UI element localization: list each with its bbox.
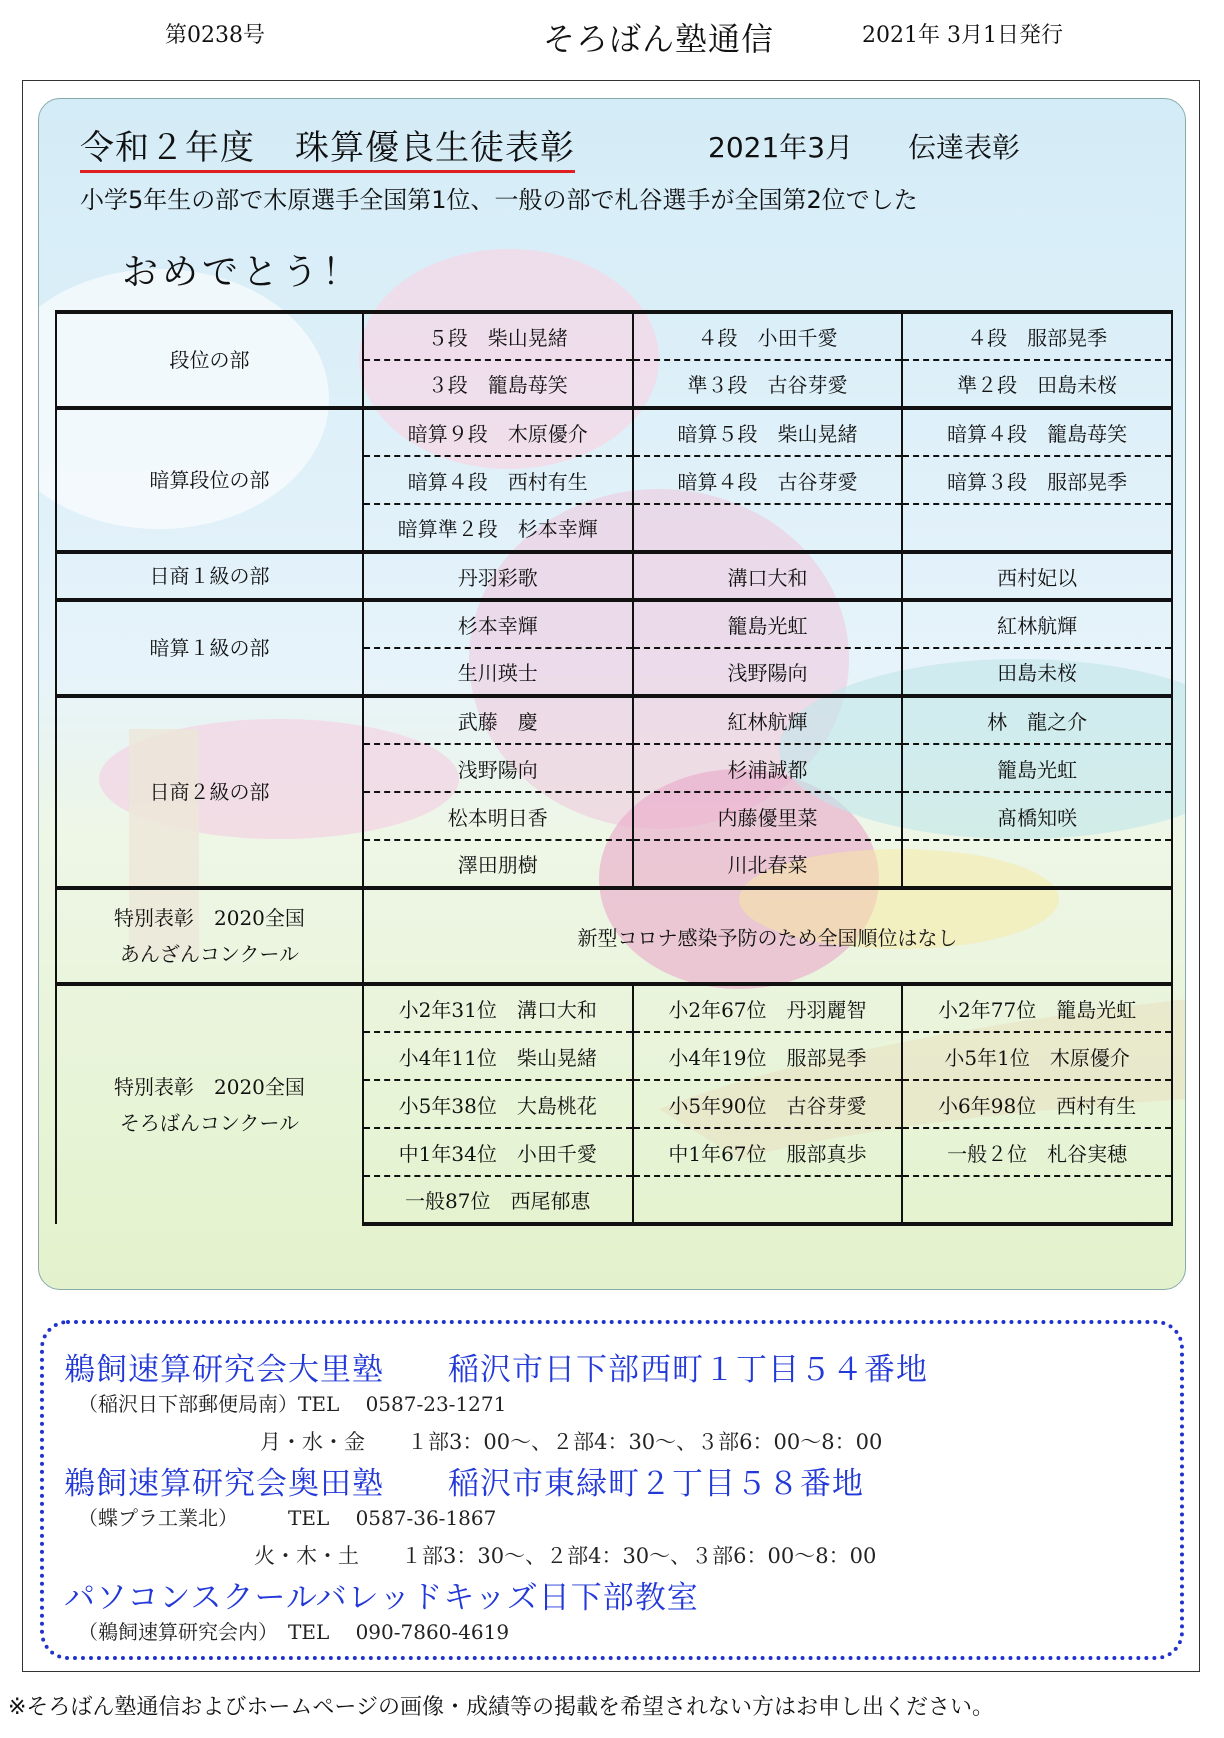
category-nissho-2kyu: 日商２級の部 xyxy=(56,696,363,888)
name-cell: 武藤 慶 xyxy=(363,696,633,744)
issue-number: 第0238号 xyxy=(165,23,265,48)
honor-title-year: 令和２年度 xyxy=(80,128,255,168)
name-cell: 準３段 古谷芽愛 xyxy=(633,360,903,408)
name-cell: ３段 籠島苺笑 xyxy=(363,360,633,408)
honor-title-award: 珠算優良生徒表彰 xyxy=(295,128,575,168)
category-line: 特別表彰 2020全国 xyxy=(114,906,305,930)
school-name-pc: パソコンスクールバレッドキッズ日下部教室 xyxy=(64,1580,699,1616)
name-cell: 小4年19位 服部晃季 xyxy=(633,1032,903,1080)
name-cell: 中1年34位 小田千愛 xyxy=(363,1128,633,1176)
name-cell: ５段 柴山晃緒 xyxy=(363,312,633,360)
name-cell: 小5年38位 大島桃花 xyxy=(363,1080,633,1128)
name-cell: 暗算４段 西村有生 xyxy=(363,456,633,504)
name-cell: 丹羽彩歌 xyxy=(363,552,633,600)
name-cell: 澤田朋樹 xyxy=(363,840,633,888)
issue-date: 2021年 3月1日発行 xyxy=(862,23,1063,48)
honor-description: 小学5年生の部で木原選手全国第1位、一般の部で札谷選手が全国第2位でした xyxy=(80,186,918,214)
table-row xyxy=(56,984,1172,1032)
name-cell: 杉浦誠都 xyxy=(633,744,903,792)
footer-note: ※そろばん塾通信およびホームページの画像・成績等の掲載を希望されない方はお申し出ください。 xyxy=(8,1695,994,1720)
name-cell: 西村妃以 xyxy=(902,552,1172,600)
name-cell: ４段 服部晃季 xyxy=(902,312,1172,360)
name-cell: 小2年31位 溝口大和 xyxy=(363,984,633,1032)
name-cell: 小2年67位 丹羽麗智 xyxy=(633,984,903,1032)
name-cell: 籠島光虹 xyxy=(902,744,1172,792)
name-cell: 籠島光虹 xyxy=(633,600,903,648)
name-cell: 髙橋知咲 xyxy=(902,792,1172,840)
school-name-okuda: 鵜飼速算研究会奥田塾 稲沢市東緑町２丁目５８番地 xyxy=(64,1466,864,1502)
table-row xyxy=(56,600,1172,648)
honor-month: 2021年3月 xyxy=(708,131,854,164)
name-cell: 暗算４段 古谷芽愛 xyxy=(633,456,903,504)
category-line: あんざんコンクール xyxy=(119,942,300,966)
table-row xyxy=(56,408,1172,456)
name-cell xyxy=(633,1176,903,1224)
name-cell: 浅野陽向 xyxy=(363,744,633,792)
name-cell: 中1年67位 服部真歩 xyxy=(633,1128,903,1176)
name-cell xyxy=(902,1176,1172,1224)
name-cell: 暗算５段 柴山晃緒 xyxy=(633,408,903,456)
name-cell: 松本明日香 xyxy=(363,792,633,840)
awards-table xyxy=(55,310,1173,1226)
name-cell: 小4年11位 柴山晃緒 xyxy=(363,1032,633,1080)
table-row xyxy=(56,696,1172,744)
name-cell xyxy=(633,504,903,552)
table-row xyxy=(56,552,1172,600)
name-cell: 小5年1位 木原優介 xyxy=(902,1032,1172,1080)
school-hours-okuda: 火・木・土 １部3：30〜、２部4：30〜、３部6：00〜8：00 xyxy=(254,1544,877,1568)
name-cell: 暗算９段 木原優介 xyxy=(363,408,633,456)
name-cell: 暗算準２段 杉本幸輝 xyxy=(363,504,633,552)
name-cell: 小2年77位 籠島光虹 xyxy=(902,984,1172,1032)
name-cell: 林 龍之介 xyxy=(902,696,1172,744)
name-cell xyxy=(902,840,1172,888)
newsletter-header xyxy=(0,14,1224,58)
name-cell: 準２段 田島未桜 xyxy=(902,360,1172,408)
name-cell: 小6年98位 西村有生 xyxy=(902,1080,1172,1128)
category-anzan-1kyu: 暗算１級の部 xyxy=(56,600,363,696)
school-info-box xyxy=(40,1320,1184,1660)
category-nissho-1kyu: 日商１級の部 xyxy=(56,552,363,600)
name-cell xyxy=(902,504,1172,552)
name-cell: 浅野陽向 xyxy=(633,648,903,696)
school-hours-osato: 月・水・金 １部3：00〜、２部4：30〜、３部6：00〜8：00 xyxy=(260,1430,883,1454)
name-cell: 杉本幸輝 xyxy=(363,600,633,648)
category-line: そろばんコンクール xyxy=(119,1111,300,1135)
name-cell: 暗算３段 服部晃季 xyxy=(902,456,1172,504)
school-contact-okuda: （蝶プラ工業北） TEL 0587-36-1867 xyxy=(78,1506,497,1530)
school-name-osato: 鵜飼速算研究会大里塾 稲沢市日下部西町１丁目５４番地 xyxy=(64,1352,928,1388)
name-cell: 暗算４段 籠島苺笑 xyxy=(902,408,1172,456)
name-cell: 小5年90位 古谷芽愛 xyxy=(633,1080,903,1128)
congratulations-text: おめでとう！ xyxy=(122,252,363,293)
name-cell: 一般２位 札谷実穂 xyxy=(902,1128,1172,1176)
school-contact-pc: （鵜飼速算研究会内） TEL 090-7860-4619 xyxy=(78,1620,510,1644)
name-cell: 一般87位 西尾郁恵 xyxy=(363,1176,633,1224)
honor-title xyxy=(80,120,575,169)
name-cell: 田島未桜 xyxy=(902,648,1172,696)
name-cell: 内藤優里菜 xyxy=(633,792,903,840)
table-row xyxy=(56,312,1172,360)
category-soroban-contest xyxy=(56,984,363,1224)
honor-kind: 伝達表彰 xyxy=(908,131,1021,164)
name-cell: 川北春菜 xyxy=(633,840,903,888)
name-cell: 紅林航輝 xyxy=(633,696,903,744)
name-cell: 紅林航輝 xyxy=(902,600,1172,648)
category-dan: 段位の部 xyxy=(56,312,363,408)
newsletter-title: そろばん塾通信 xyxy=(543,20,775,58)
category-anzan-contest xyxy=(56,888,363,984)
category-line: 特別表彰 2020全国 xyxy=(114,1075,305,1099)
name-cell: ４段 小田千愛 xyxy=(633,312,903,360)
category-anzan-dan: 暗算段位の部 xyxy=(56,408,363,552)
school-contact-osato: （稲沢日下部郵便局南）TEL 0587-23-1271 xyxy=(78,1392,507,1416)
honor-title-main xyxy=(80,128,575,173)
name-cell: 溝口大和 xyxy=(633,552,903,600)
name-cell: 生川瑛士 xyxy=(363,648,633,696)
table-row xyxy=(56,888,1172,984)
anzan-contest-note: 新型コロナ感染予防のため全国順位はなし xyxy=(363,888,1172,984)
